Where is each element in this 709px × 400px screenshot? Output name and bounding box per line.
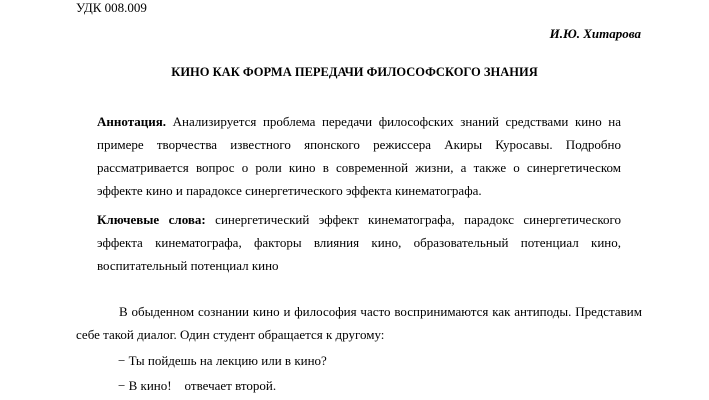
- dialog-line-1: − Ты пойдешь на лекцию или в кино?: [118, 353, 327, 368]
- keywords-label: Ключевые слова:: [97, 212, 206, 227]
- author-name: И.Ю. Хитарова: [549, 26, 641, 41]
- body-paragraph: В обыденном сознании кино и философия часто воспринимаются как антиподы. Представим себе такой диалог. Один студент обращается к другому:: [76, 304, 642, 342]
- paper-title: КИНО КАК ФОРМА ПЕРЕДАЧИ ФИЛОСОФСКОГО ЗНАНИЯ: [171, 65, 538, 79]
- udc-code: УДК 008.009: [76, 0, 147, 15]
- abstract: [97, 110, 621, 202]
- abstract-label: Аннотация.: [97, 114, 167, 129]
- abstract-text: Анализируется проблема передачи философских знаний средствами кино на примере творчества известного японского режиссера Акиры Куросавы. Подробно рассматривается вопрос о роли кино в современной жизни, а также о синергетическом эффекте кино и парадоксе синергетического эффекта кинематографа.: [97, 114, 621, 198]
- keywords: [97, 208, 621, 277]
- keywords-text: синергетический эффект кинематографа, парадокс синергетического эффекта кинематографа, факторы влияния кино, образовательный потенциал кино, воспитательный потенциал кино: [97, 212, 622, 273]
- dialog-line-2: − В кино! отвечает второй.: [118, 378, 277, 393]
